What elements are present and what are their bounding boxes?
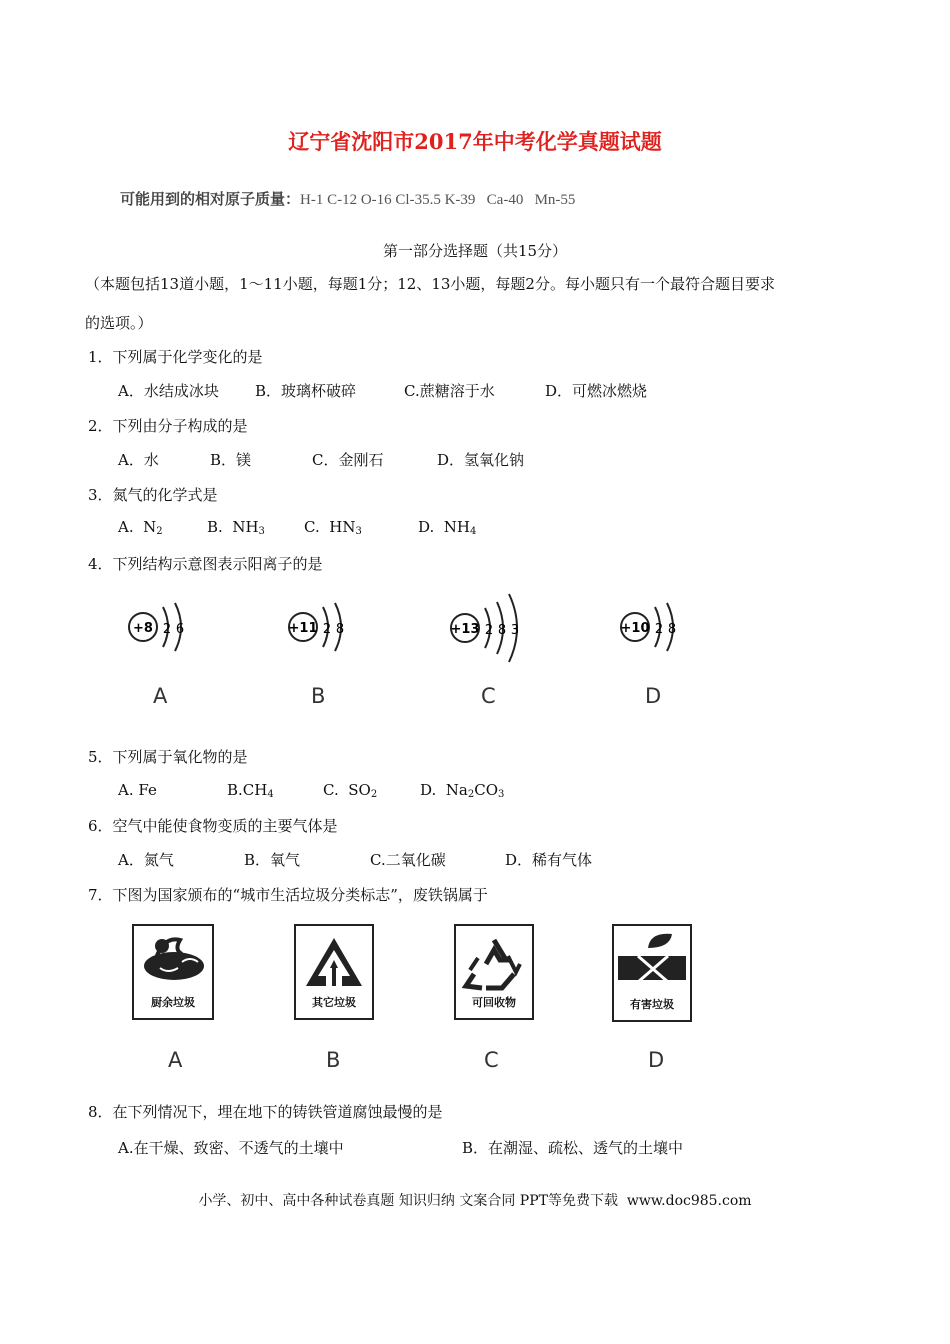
q3-c-subscript: 3 [355,526,362,537]
sign-caption: 其它垃圾 [312,996,356,1009]
sign-letter-d: D [648,1048,665,1072]
q5-b-formula: B.CH [227,781,268,799]
q4-stem: 4．下列结构示意图表示阳离子的是 [88,555,323,573]
atom-diagram-b [280,595,370,665]
hazardous-waste-icon [614,926,690,998]
atom-diagram-c [442,588,542,672]
q5-option-c [323,781,377,800]
q2-option-c: C．金刚石 [312,451,384,469]
q5-b-subscript: 4 [267,789,274,800]
shell-electrons: 8 [497,623,507,638]
q8-option-b: B．在潮湿、疏松、透气的土壤中 [462,1139,684,1157]
q3-a-subscript: 2 [156,526,163,537]
shell-electrons: 3 [510,623,520,638]
instructions-line1: （本题包括13道小题，1～11小题，每题1分；12、13小题，每题2分。每小题只有一个最符合题目要求 [85,275,775,293]
q3-b-formula: B. NH [207,518,259,536]
atom-diagram-a [120,595,210,665]
q7-stem: 7．下图为国家颁布的“城市生活垃圾分类标志”，废铁锅属于 [88,886,488,904]
q1-option-a: A．水结成冰块 [118,382,219,400]
atomic-masses-values: H-1 C-12 O-16 Cl-35.5 K-39 Ca-40 Mn-55 [300,192,576,208]
shell-electrons: 8 [667,622,677,637]
sign-letter-c: C [484,1048,499,1072]
sign-recyclable [454,924,534,1020]
q2-option-b: B．镁 [210,451,252,469]
sign-other-waste [294,924,374,1020]
shell-electrons: 6 [175,622,185,637]
q5-stem: 5．下列属于氧化物的是 [88,748,248,766]
nucleus-charge: +11 [288,621,318,636]
q3-option-c [304,518,362,537]
nucleus-charge: +10 [620,621,650,636]
q6-stem: 6．空气中能使食物变质的主要气体是 [88,817,338,835]
shell-electrons: 2 [484,623,494,638]
atomic-masses [120,188,575,209]
sign-letter-b: B [326,1048,341,1072]
q5-c-formula: C. SO [323,781,371,799]
footer-text: 小学、初中、高中各种试卷真题 知识归纳 文案合同 PPT等免费下载 www.doc985.com [198,1193,752,1209]
shell-electrons: 8 [335,622,345,637]
q1-option-c: C.蔗糖溶于水 [404,382,495,400]
q6-option-c: C.二氧化碳 [370,851,446,869]
sign-kitchen-waste [132,924,214,1020]
q2-option-a: A．水 [118,451,159,469]
diagram-letter-d: D [645,684,662,708]
q3-b-subscript: 3 [258,526,265,537]
q3-option-a [118,518,163,537]
q5-d-subscript1: 2 [467,789,475,800]
q2-option-d: D．氢氧化钠 [437,451,525,469]
section-title: 第一部分选择题（共15分） [382,242,568,260]
q3-d-subscript: 4 [470,526,477,537]
q5-option-a: A. Fe [118,781,157,799]
q3-d-formula: D. NH [418,518,471,536]
q3-a-formula: A. N [118,518,157,536]
sign-caption: 有害垃圾 [630,998,674,1011]
atomic-masses-label: 可能用到的相对原子质量： [120,190,301,208]
q5-option-b [227,781,274,800]
recycle-icon [456,928,532,998]
shell-electrons: 2 [162,622,172,637]
sign-letter-a: A [168,1048,183,1072]
diagram-letter-a: A [153,684,168,708]
q8-stem: 8．在下列情况下，埋在地下的铸铁管道腐蚀最慢的是 [88,1103,443,1121]
nucleus-charge: +13 [450,622,480,637]
q1-option-d: D．可燃冰燃烧 [545,382,648,400]
q8-option-a: A.在干燥、致密、不透气的土壤中 [118,1139,344,1157]
q5-c-subscript: 2 [370,789,378,800]
q5-d-subscript2: 3 [498,789,505,800]
q6-option-a: A．氮气 [118,851,174,869]
q1-stem: 1．下列属于化学变化的是 [88,348,263,366]
q6-option-d: D．稀有气体 [505,851,593,869]
sign-hazardous-waste [612,924,692,1022]
diagram-letter-b: B [311,684,326,708]
food-waste-icon [134,928,212,998]
shell-electrons: 2 [654,622,664,637]
sign-caption: 厨余垃圾 [151,996,195,1009]
q2-stem: 2．下列由分子构成的是 [88,417,248,435]
nucleus-charge: +8 [133,621,153,636]
shell-electrons: 2 [322,622,332,637]
q3-option-b [207,518,265,537]
atom-diagram-d [612,595,702,665]
sign-caption: 可回收物 [472,996,516,1009]
q5-d-formula-part2: CO [474,781,499,799]
q5-d-formula-part1: D. Na [420,781,468,799]
q1-option-b: B．玻璃杯破碎 [255,382,357,400]
q3-stem: 3．氮气的化学式是 [88,486,218,504]
q3-c-formula: C. HN [304,518,356,536]
q3-option-d [418,518,476,537]
page-title: 辽宁省沈阳市2017年中考化学真题试题 [288,129,662,154]
q5-option-d [420,781,504,800]
instructions-line2: 的选项。） [85,314,153,332]
q6-option-b: B．氧气 [244,851,301,869]
diagram-letter-c: C [481,684,496,708]
other-waste-icon [296,928,372,998]
